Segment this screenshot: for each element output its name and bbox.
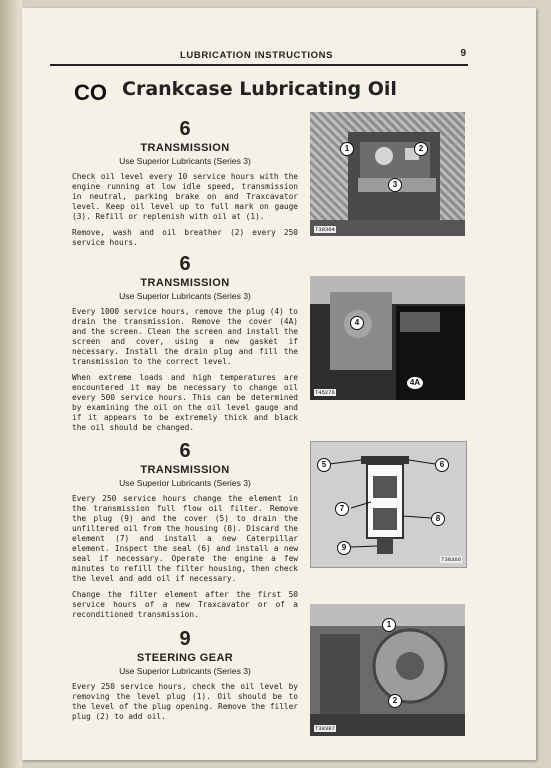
photo-reference: T45276 <box>315 389 335 396</box>
section-number: 9 <box>179 628 191 650</box>
section-title: TRANSMISSION <box>140 277 230 289</box>
callout-9: 9 <box>337 541 351 555</box>
callout-4: 4 <box>350 316 364 330</box>
section-title: TRANSMISSION <box>140 142 230 154</box>
section-paragraph: Check oil level every 10 service hours with the engine running at low idle speed, transmission in neutral, parking brake on and Traxcavator level. Keep oil level up to full mark on gauge (3). Refill or replenish with oil at (1). <box>72 172 298 221</box>
section-subtitle: Use Superior Lubricants (Series 3) <box>119 156 251 166</box>
section-number: 6 <box>179 118 191 140</box>
section-transmission-check <box>72 118 298 254</box>
section-paragraph: Every 1000 service hours, remove the plug (4) to drain the transmission. Remove the cover (4A) and the screen. Clean the screen and install the screen and cover, using a new gasket if necessary. Install the drain plug and fill the transmission to the correct level. <box>72 307 298 366</box>
photo-steering-gear <box>310 604 465 736</box>
photo-transmission-drain <box>310 276 465 400</box>
photo-reference: T38364 <box>315 226 335 233</box>
section-paragraph: Change the filter element after the first 50 service hours of a new Traxcavator or of a reconditioned transmission. <box>72 590 298 619</box>
section-paragraph: Remove, wash and oil breather (2) every 250 service hours. <box>72 228 298 247</box>
photo-illustration <box>310 112 465 236</box>
callout-1: 1 <box>382 618 396 632</box>
book-spine <box>0 0 22 768</box>
header-title: LUBRICATION INSTRUCTIONS <box>180 50 334 61</box>
photo-reference: T38387 <box>315 725 335 732</box>
callout-3: 3 <box>388 178 402 192</box>
section-paragraph: Every 250 service hours, check the oil level by removing the level plug (1). Oil should be to the level of the plug opening. Remove the filler plug (2) to add oil. <box>72 682 298 721</box>
section-transmission-drain <box>72 253 298 439</box>
section-subtitle: Use Superior Lubricants (Series 3) <box>119 666 251 676</box>
section-steering-gear <box>72 628 298 728</box>
page-number: 9 <box>460 48 466 59</box>
section-transmission-filter <box>72 440 298 626</box>
callout-8: 8 <box>431 512 445 526</box>
lubricant-code: CO <box>74 80 107 105</box>
section-paragraph: Every 250 service hours change the element in the transmission full flow oil filter. Remove the plug (9) and the cover (5) to drain the unfiltered oil from the housing (8). Discard the element (7) and install a new Caterpillar element. Inspect the seal (6) and install a new seal if necessary. Operate the engine a few minutes to refill the filter housing, then check the level and add oil if necessary. <box>72 494 298 583</box>
callout-2: 2 <box>414 142 428 156</box>
callout-6: 6 <box>435 458 449 472</box>
photo-transmission-gauge <box>310 112 465 236</box>
page-header <box>50 44 468 66</box>
section-title: TRANSMISSION <box>140 464 230 476</box>
photo-filter-diagram <box>310 441 467 568</box>
section-number: 6 <box>179 440 191 462</box>
section-title: STEERING GEAR <box>136 652 234 664</box>
callout-2: 2 <box>388 694 402 708</box>
callout-1: 1 <box>340 142 354 156</box>
callout-7: 7 <box>335 502 349 516</box>
callout-5: 5 <box>317 458 331 472</box>
callout-4a: 4A <box>406 376 424 390</box>
photo-illustration <box>310 276 465 400</box>
section-subtitle: Use Superior Lubricants (Series 3) <box>119 291 251 301</box>
page-title: Crankcase Lubricating Oil <box>122 78 397 100</box>
photo-reference: T38366 <box>441 556 461 563</box>
section-paragraph: When extreme loads and high temperatures are encountered it may be necessary to change oil every 500 service hours. This can be determined by examining the oil on the oil level gauge and if it appears to be extremely thick and black the oil should be changed. <box>72 373 298 432</box>
section-subtitle: Use Superior Lubricants (Series 3) <box>119 478 251 488</box>
section-number: 6 <box>179 253 191 275</box>
